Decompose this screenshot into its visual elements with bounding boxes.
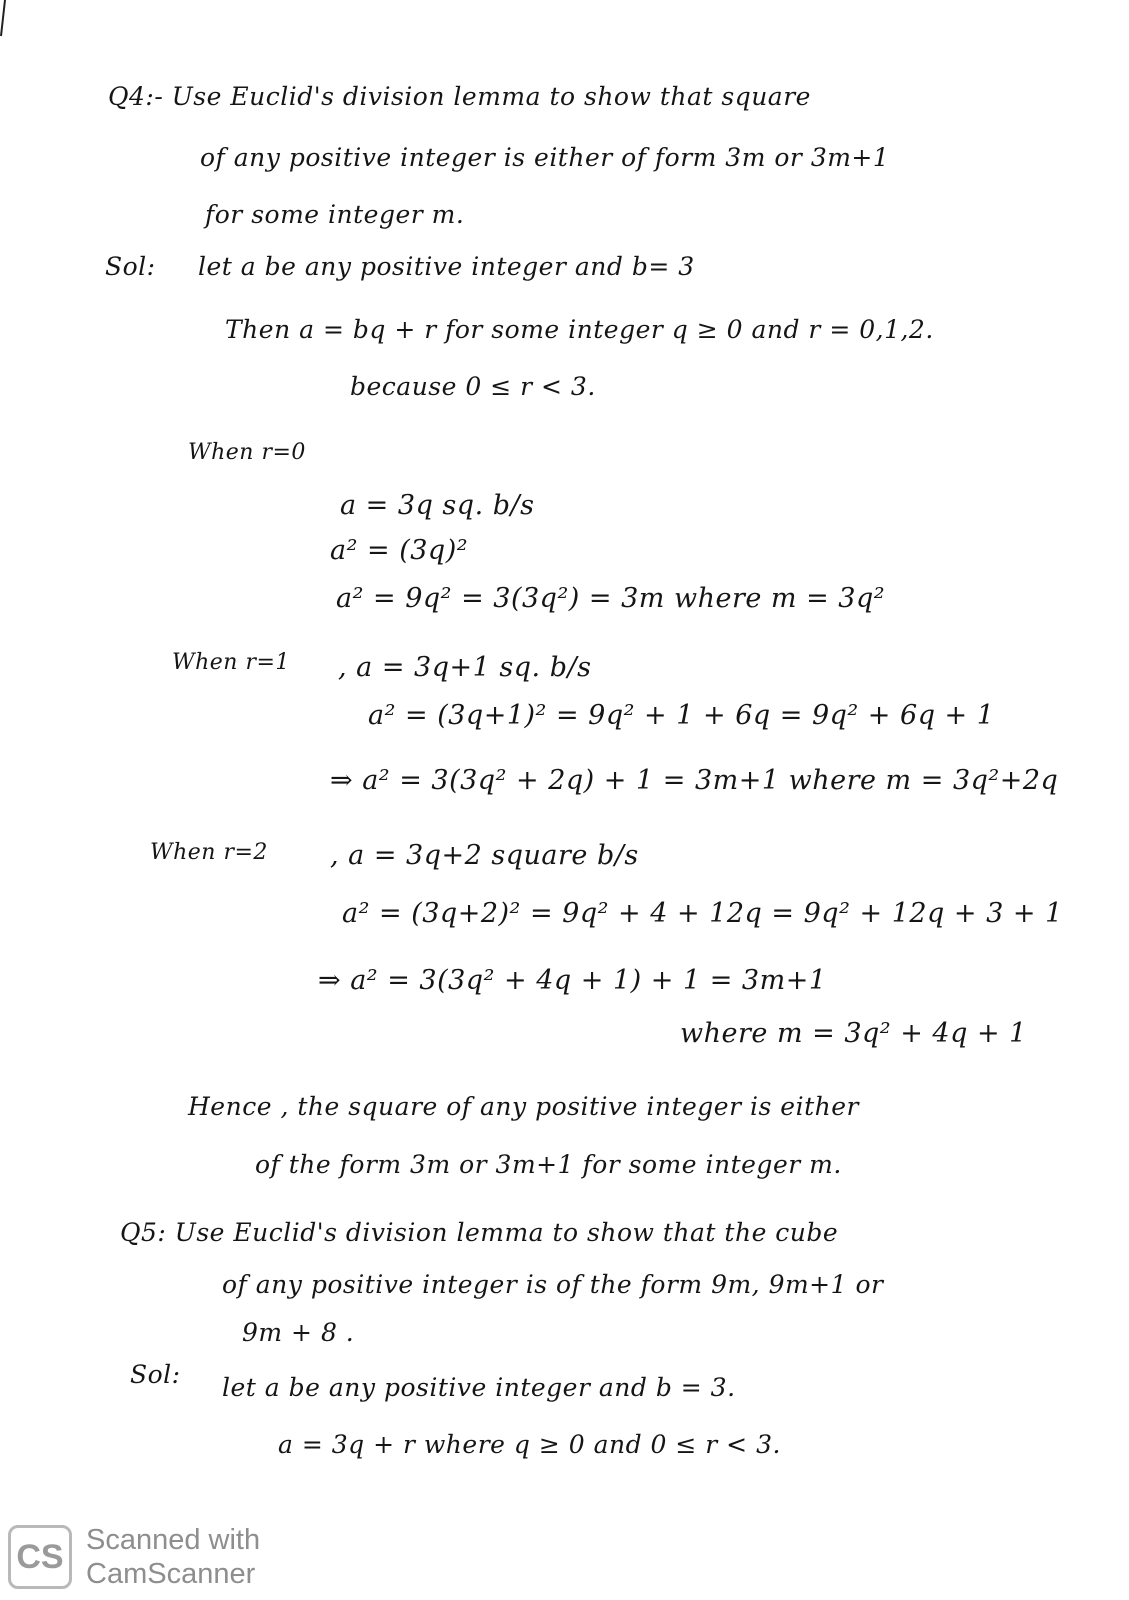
case-r2-line-2: a² = (3q+2)² = 9q² + 4 + 12q = 9q² + 12q + 3 + 1 [342, 898, 1063, 929]
case-r1-label: When r=1 [172, 650, 290, 675]
case-r0-line-2: a² = (3q)² [330, 535, 469, 566]
question-4-line-2: of any positive integer is either of form 3m or 3m+1 [200, 143, 890, 172]
camscanner-watermark [8, 1523, 260, 1591]
case-r2-line-1: , a = 3q+2 square b/s [330, 840, 639, 871]
question-5-line-3: 9m + 8 . [242, 1318, 355, 1347]
case-r2-line-4: where m = 3q² + 4q + 1 [680, 1018, 1027, 1049]
question-4-line-1: Q4:- Use Euclid's division lemma to show that square [108, 82, 811, 111]
watermark-line-2: CamScanner [86, 1558, 256, 1590]
case-r1-line-2: a² = (3q+1)² = 9q² + 1 + 6q = 9q² + 6q + 1 [368, 700, 995, 731]
conclusion-line-1: Hence , the square of any positive integer is either [188, 1092, 859, 1121]
case-r0-line-1: a = 3q sq. b/s [340, 490, 535, 521]
case-r0-label: When r=0 [188, 440, 306, 465]
case-r1-line-3: ⇒ a² = 3(3q² + 2q) + 1 = 3m+1 where m = 3q²+2q [330, 765, 1059, 796]
page-edge-mark [0, 0, 6, 38]
solution-1-because: because 0 ≤ r < 3. [350, 372, 596, 401]
solution-1-intro: let a be any positive integer and b= 3 [198, 252, 695, 281]
solution-2-division: a = 3q + r where q ≥ 0 and 0 ≤ r < 3. [278, 1430, 781, 1459]
solution-2-label: Sol: [130, 1360, 181, 1389]
case-r0-line-3: a² = 9q² = 3(3q²) = 3m where m = 3q² [336, 583, 886, 614]
question-5-line-2: of any positive integer is of the form 9m, 9m+1 or [222, 1270, 884, 1299]
question-4-line-3: for some integer m. [205, 200, 465, 229]
case-r2-label: When r=2 [150, 840, 268, 865]
question-5-line-1: Q5: Use Euclid's division lemma to show that the cube [120, 1218, 839, 1247]
solution-1-label: Sol: [105, 252, 156, 281]
watermark-line-1: Scanned with [86, 1524, 261, 1556]
solution-2-intro: let a be any positive integer and b = 3. [222, 1373, 736, 1402]
solution-1-division: Then a = bq + r for some integer q ≥ 0 and r = 0,1,2. [225, 315, 934, 344]
camscanner-logo-icon: CS [8, 1525, 72, 1589]
case-r2-line-3: ⇒ a² = 3(3q² + 4q + 1) + 1 = 3m+1 [318, 965, 827, 996]
case-r1-line-1: , a = 3q+1 sq. b/s [338, 652, 592, 683]
conclusion-line-2: of the form 3m or 3m+1 for some integer m. [255, 1150, 842, 1179]
